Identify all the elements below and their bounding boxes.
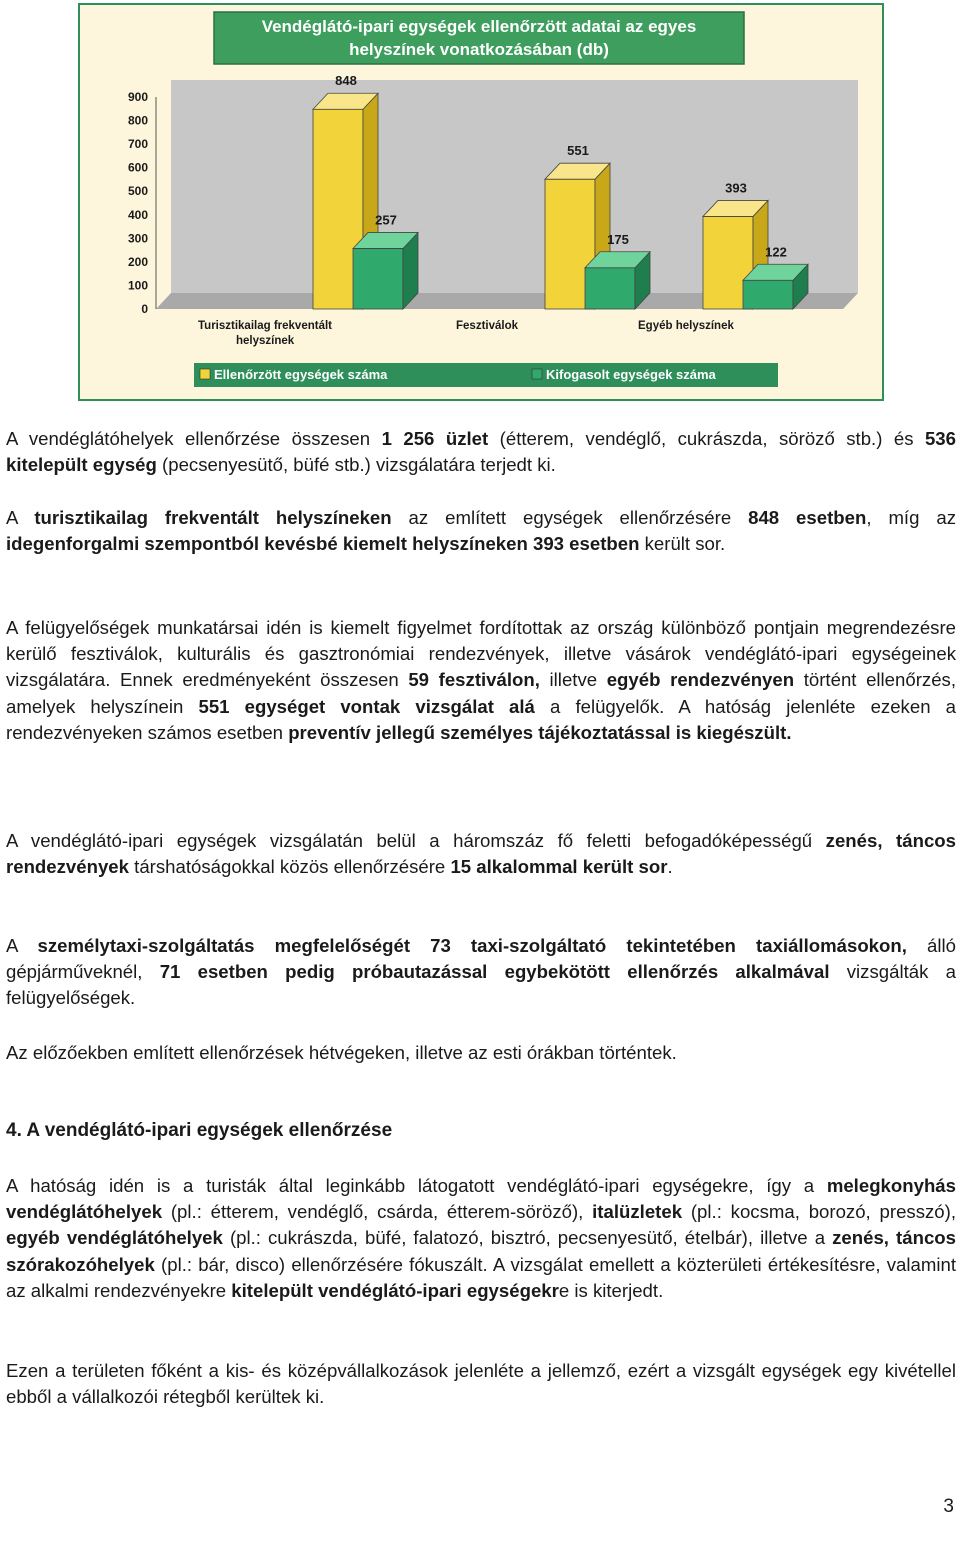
bar <box>743 264 808 309</box>
page-number: 3 <box>943 1496 954 1517</box>
y-tick-label: 200 <box>127 254 148 269</box>
paragraph-7: A hatóság idén is a turisták által leginkább látogatott vendéglátó-ipari egységekre, így a melegkonyhás vendéglátóhelyek (pl.: étterem, vendéglő, csárda, étterem-söröző), italüzletek (pl.: kocsma, borozó, presszó), egyéb vendéglátóhelyek (pl.: cukrászda, büfé, falatozó, bisztró, pecsenyesütő, ételbár), illetve a zenés, táncos szórakozóhelyek (pl.: bár, disco) ellenőrzésére fókuszált. A vizsgálat emellett a közterületi értékesítésre, valamint az alkalmi rendezvényekre kitelepült vendéglátó-ipari egységekre is kiterjedt. <box>6 1175 957 1301</box>
y-tick-label: 800 <box>127 113 148 128</box>
x-label: Fesztiválok <box>456 320 518 332</box>
paragraph-3: A felügyelőségek munkatársai idén is kiemelt figyelmet fordítottak az ország különböző pontjain megrendezésre kerülő fesztiválok, kulturális és gasztronómiai rendezvények, illetve vásárok vendéglátó-ipari egységeinek vizsgálatára. Ennek eredményeként összesen 59 fesztiválon, illetve egyéb rendezvényen történt ellenőrzés, amelyek helyszínein 551 egységet vontak vizsgálat alá a felügyelők. A hatóság jelenléte ezeken a rendezvényeken számos esetben preventív jellegű személyes tájékoztatással is kiegészült. <box>6 617 956 743</box>
y-tick-label: 500 <box>127 184 148 199</box>
paragraph-5: A személytaxi-szolgáltatás megfelelőségét 73 taxi-szolgáltató tekintetében taxiállomásokon, álló gépjárműveknél, 71 esetben pedig próbautazással egybekötött ellenőrzés alkalmával vizsgálták a felügyelőségek. <box>6 935 956 1009</box>
bar <box>585 252 650 309</box>
x-label: Turisztikailag frekventált <box>198 320 332 332</box>
paragraph-2: A turisztikailag frekventált helyszíneken az említett egységek ellenőrzésére 848 esetben, míg az idegenforgalmi szempontból kevésbé kiemelt helyszíneken 393 esetben került sor. <box>6 507 957 555</box>
chart-title: Vendéglátó-ipari egységek ellenőrzött adatai az egyes <box>261 17 697 36</box>
y-tick-label: 400 <box>127 207 148 222</box>
y-tick-label: 300 <box>127 231 148 246</box>
bar-value-label: 257 <box>375 212 397 228</box>
bar-value-label: 122 <box>765 244 787 260</box>
paragraph-4: A vendéglátó-ipari egységek vizsgálatán belül a háromszáz fő feletti befogadóképességű zenés, táncos rendezvények társhatóságokkal közös ellenőrzésére 15 alkalommal került sor. <box>6 830 956 878</box>
x-label: Egyéb helyszínek <box>638 320 734 332</box>
bar-chart <box>78 3 884 401</box>
chart-title-line2: helyszínek vonatkozásában (db) <box>349 40 609 59</box>
y-tick-label: 600 <box>127 160 148 175</box>
bar-value-label: 551 <box>567 143 589 159</box>
section-heading: 4. A vendéglátó-ipari egységek ellenőrzése <box>6 1120 393 1141</box>
y-tick-label: 700 <box>127 137 148 152</box>
legend-label-checked: Ellenőrzött egységek száma <box>214 367 388 382</box>
x-label-line2: helyszínek <box>236 335 295 347</box>
paragraph-8: Ezen a területen főként a kis- és középvállalkozások jelenléte a jellemző, ezért a vizsgált egységek egy kivétellel ebből a vállalkozói rétegből kerültek ki. <box>6 1360 956 1408</box>
paragraph-1: A vendéglátóhelyek ellenőrzése összesen 1 256 üzlet (étterem, vendéglő, cukrászda, söröző stb.) és 536 kitelepült egység (pecsenyesütő, büfé stb.) vizsgálatára terjedt ki. <box>6 428 956 476</box>
y-tick-label: 900 <box>127 90 148 104</box>
y-tick-label: 0 <box>141 302 148 316</box>
legend <box>194 363 778 387</box>
legend-label-faulty: Kifogasolt egységek száma <box>546 367 716 382</box>
paragraph-6: Az előzőekben említett ellenőrzések hétvégeken, illetve az esti órákban történtek. <box>6 1042 677 1063</box>
bar-value-label: 175 <box>607 231 629 247</box>
y-tick-label: 100 <box>127 278 148 293</box>
bar-value-label: 393 <box>725 180 747 196</box>
bar-value-label: 848 <box>335 73 357 89</box>
bar <box>353 232 418 309</box>
legend-swatch-faulty <box>532 369 542 379</box>
legend-swatch-checked <box>200 369 210 379</box>
